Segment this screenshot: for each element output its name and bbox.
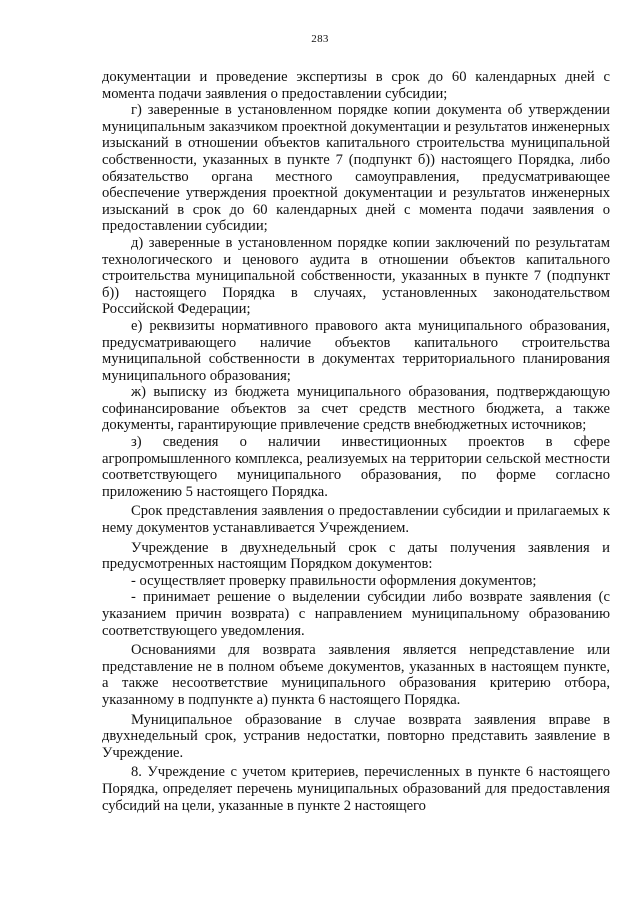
paragraph: - осуществляет проверку правильности оформления документов; (131, 572, 537, 589)
paragraph: документации и проведение экспертизы в срок до 60 календарных дней с момента подачи заявления о предоставлении субсидии; (102, 69, 610, 102)
paragraph: Муниципальное образование в случае возврата заявления вправе в двухнедельный срок, устранив недостатки, повторно представить заявление в Учреждение. (102, 711, 610, 761)
paragraph: Основаниями для возврата заявления является непредставление или представление не в полном объеме документов, указанных в настоящем пункте, а также несоответствие муниципального образования критерию отбора, указанному в подпункте а) пункта 6 настоящего Порядка. (102, 642, 610, 708)
paragraph: Учреждение в двухнедельный срок с даты получения заявления и предусмотренных настоящим Порядком документов: (102, 539, 610, 573)
paragraph: 8. Учреждение с учетом критериев, перечисленных в пункте 6 настоящего Порядка, определяет перечень муниципальных образований для предоставления субсидий на цели, указанные в пункте 2 настоящего (102, 764, 610, 814)
paragraph: д) заверенные в установленном порядке копии заключений по результатам технологического и ценового аудита в отношении объектов капитального строительства муниципальной собственности, указанных в пункте 7 (подпункт б)) настоящего Порядка в случаях, установленных законодательством Российской Федерации; (102, 234, 610, 318)
document-body (102, 69, 610, 814)
paragraph: е) реквизиты нормативного правового акта муниципального образования, предусматривающего наличие объектов капитального строительства муниципальной собственности в документах территориального планирования муниципального образования; (102, 317, 610, 384)
paragraph: з) сведения о наличии инвестиционных проектов в сфере агропромышленного комплекса, реализуемых на территории сельской местности соответствующего муниципального образования, по форме согласно приложению 5 настоящего Порядка. (102, 434, 610, 500)
paragraph: Срок представления заявления о предоставлении субсидии и прилагаемых к нему документов устанавливается Учреждением. (102, 503, 610, 537)
paragraph: - принимает решение о выделении субсидии либо возврате заявления (с указанием причин возврата) с направлением муниципальному образованию соответствующего уведомления. (102, 589, 610, 639)
paragraph: ж) выписку из бюджета муниципального образования, подтверждающую софинансирование объектов за счет средств местного бюджета, а также документы, гарантирующие привлечение средств внебюджетных источников; (102, 384, 610, 434)
paragraph: г) заверенные в установленном порядке копии документа об утверждении муниципальным заказчиком проектной документации и результатов инженерных изысканий в отношении объектов капитального строительства муниципальной собственности, указанных в пункте 7 (подпункт б)) настоящего Порядка, либо обязательство органа местного самоуправления, предусматривающее обеспечение утверждения проектной документации и результатов инженерных изысканий в срок до 60 календарных дней с момента подачи заявления о предоставлении субсидии; (102, 102, 610, 235)
page-number: 283 (311, 33, 329, 45)
